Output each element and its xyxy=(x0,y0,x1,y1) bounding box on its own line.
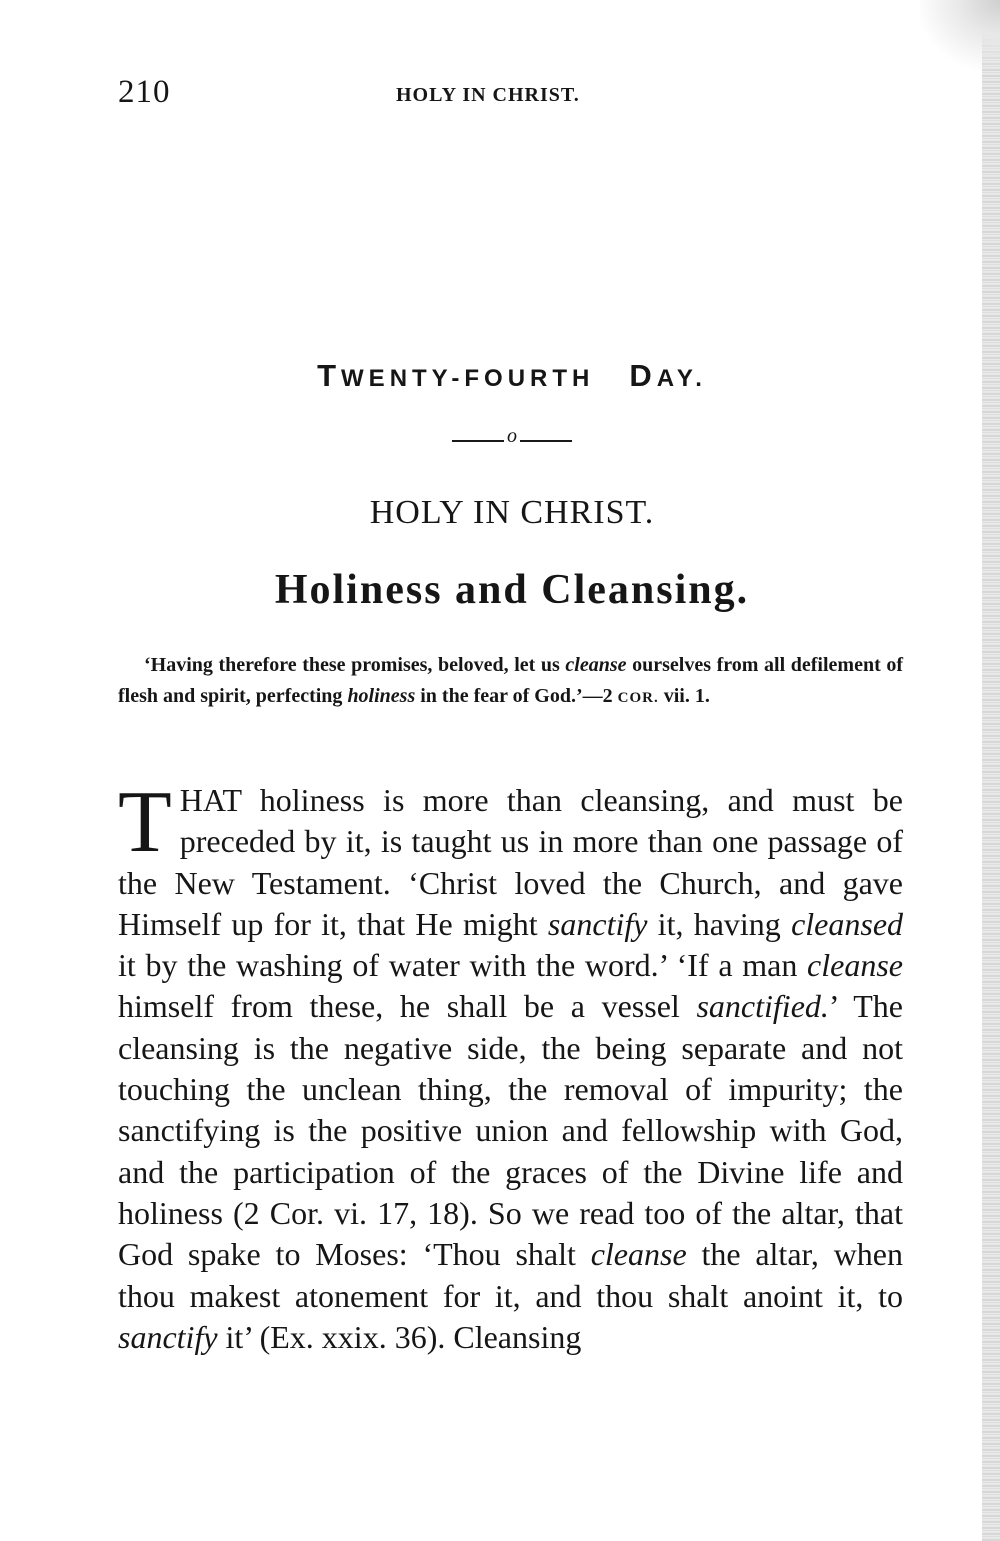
body-text-3: it by the washing of water with the word.’ ‘If a man xyxy=(118,947,808,984)
running-title: HOLY IN CHRIST. xyxy=(396,84,580,106)
divider-ornament xyxy=(452,425,572,453)
body-emphasis-6: sanctify xyxy=(118,1318,218,1355)
divider-line-right xyxy=(520,440,572,442)
epigraph xyxy=(118,650,903,714)
body-emphasis-3: cleanse xyxy=(807,947,903,984)
day-title-initial-2: D xyxy=(629,358,657,393)
body-text-6: the altar, when thou makest atonement for it, and thou shalt anoint it, to xyxy=(118,1236,904,1314)
page-edge-corner xyxy=(920,0,1000,70)
page-number: 210 xyxy=(118,74,171,110)
page-edge xyxy=(982,0,1000,1541)
body-text-7: it’ (Ex. xxix. 36). Cleansing xyxy=(217,1318,582,1355)
divider-ornament-glyph: o xyxy=(507,425,517,447)
body-text-1: HAT holiness is more than cleansing, and must be preceded by it, is taught us in more than one passage of the New Testament. ‘Christ loved the Church, and gave Himself up for it, that He might xyxy=(118,782,903,942)
body-text-4: himself from these, he shall be a vessel xyxy=(118,988,697,1025)
epigraph-reference-verse: vii. 1. xyxy=(658,685,710,707)
day-title-word-1: WENTY-FOURTH xyxy=(341,365,595,392)
body-emphasis-2: cleansed xyxy=(791,905,904,942)
epigraph-reference-book: COR. xyxy=(617,690,659,706)
epigraph-emphasis-1: cleanse xyxy=(565,654,627,676)
body-emphasis-5: cleanse xyxy=(590,1236,687,1273)
body-text-2: it, having xyxy=(647,905,792,942)
epigraph-text-1: ‘Having therefore these promises, beloved, let us xyxy=(144,654,566,676)
drop-cap: T xyxy=(118,774,172,871)
body-emphasis-1: sanctify xyxy=(547,905,648,942)
day-title-word-2: AY. xyxy=(656,365,707,392)
epigraph-paragraph xyxy=(118,650,903,714)
chapter-title: HOLY IN CHRIST. xyxy=(369,494,655,531)
epigraph-text-2: ourselves from all defilement of flesh and spirit, perfecting xyxy=(118,654,903,707)
body-paragraph xyxy=(118,774,904,1358)
body-text xyxy=(118,774,904,1358)
epigraph-text-3: in the fear of God.’—2 xyxy=(415,685,618,707)
body-text-5: ’ The cleansing is the negative side, the being separate and not touching the unclean thing, the removal of impurity; the sanctifying is the positive union and fellowship with God, and the participation of the graces of the Divine life and holiness (2 Cor. vi. 17, 18). So we read too of the altar, that God spake to Moses: ‘Thou shalt xyxy=(118,988,904,1273)
chapter-subtitle: Holiness and Cleansing. xyxy=(274,567,750,613)
day-title-initial: T xyxy=(317,358,342,393)
epigraph-emphasis-2: holiness xyxy=(347,685,416,707)
day-title xyxy=(0,358,1000,394)
body-emphasis-4: sanctified. xyxy=(696,988,829,1025)
running-head xyxy=(118,74,903,114)
divider-line-left xyxy=(452,440,504,442)
